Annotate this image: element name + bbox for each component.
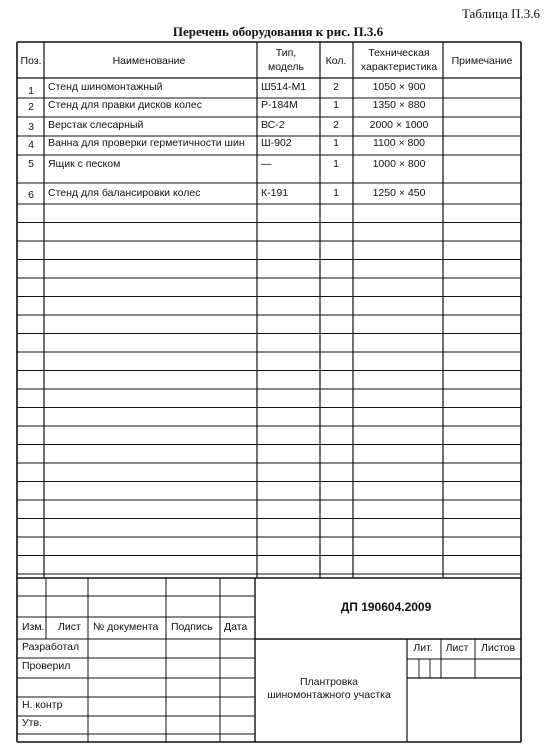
row-model: Р-184М	[261, 99, 298, 111]
row-qty: 2	[333, 119, 339, 131]
row-model: ВС-2	[261, 119, 285, 131]
row-spec: 1350 × 880	[372, 99, 426, 111]
row-pos: 3	[28, 121, 34, 133]
stamp-developed-label: Разработал	[22, 641, 80, 653]
row-model: К-191	[261, 187, 289, 199]
stamp-docno-label: № документа	[93, 621, 159, 633]
header-model-line1: Тип,	[275, 47, 297, 59]
header-name: Наименование	[112, 55, 186, 67]
row-name: Верстак слесарный	[48, 119, 144, 131]
stamp-lit-label: Лит.	[413, 642, 433, 654]
table-row	[28, 99, 426, 113]
stamp-date-label: Дата	[224, 621, 248, 633]
row-model: Ш514-М1	[261, 81, 307, 93]
stamp-checked-label: Проверил	[22, 660, 71, 672]
table-row	[28, 81, 426, 97]
header-qty: Кол.	[325, 55, 347, 67]
header-spec-line2: характеристика	[360, 61, 438, 73]
table-row	[28, 158, 426, 170]
stamp-list-label: Лист	[58, 621, 81, 633]
row-qty: 1	[333, 158, 339, 170]
row-name: Стенд для балансировки колес	[48, 187, 201, 199]
row-pos: 6	[28, 189, 34, 201]
row-qty: 1	[333, 137, 339, 149]
row-pos: 2	[28, 101, 34, 113]
row-spec: 1000 × 800	[372, 158, 426, 170]
table-row	[28, 187, 426, 201]
row-pos: 5	[28, 158, 34, 170]
row-model: —	[261, 158, 272, 170]
row-qty: 1	[333, 187, 339, 199]
row-spec: 2000 × 1000	[369, 119, 429, 131]
table-number-label: Таблица П.3.6	[462, 6, 540, 21]
stamp-norm-control-label: Н. контр	[22, 699, 63, 711]
table-row	[28, 137, 425, 151]
stamp-izm-label: Изм.	[22, 621, 45, 633]
stamp-sheets-label: Листов	[480, 642, 516, 654]
document-code: ДП 190604.2009	[340, 600, 432, 614]
header-model-line2: модель	[267, 61, 305, 73]
row-name: Стенд для правки дисков колес	[48, 99, 202, 111]
stamp-signature-label: Подпись	[171, 621, 213, 633]
table-row	[28, 119, 428, 133]
row-model: Ш-902	[261, 137, 292, 149]
page-title: Перечень оборудования к рис. П.3.6	[172, 24, 384, 39]
drawing-title-line1: Плантровка	[299, 676, 359, 688]
drawing-title-line2: шиномонтажного участка	[267, 689, 391, 701]
row-spec: 1250 × 450	[372, 187, 426, 199]
header-spec-line1: Техническая	[368, 47, 430, 59]
row-qty: 1	[333, 99, 339, 111]
row-pos: 4	[28, 139, 34, 151]
row-spec: 1100 × 800	[372, 137, 426, 149]
row-qty: 2	[333, 81, 339, 93]
row-name: Ванна для проверки герметичности шин	[48, 137, 245, 149]
header-pos: Поз.	[20, 55, 42, 67]
row-name: Ящик с песком	[48, 158, 121, 170]
row-name: Стенд шиномонтажный	[48, 81, 163, 93]
stamp-sheet-label: Лист	[445, 642, 469, 654]
row-pos: 1	[28, 85, 34, 97]
row-spec: 1050 × 900	[372, 81, 426, 93]
header-note: Примечание	[451, 55, 513, 67]
stamp-approved-label: Утв.	[22, 717, 42, 729]
